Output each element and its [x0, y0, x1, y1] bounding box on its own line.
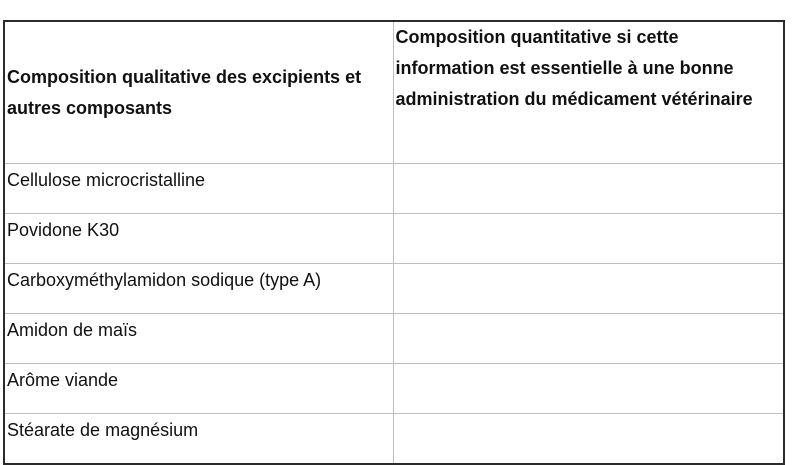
component-quantity-cell — [393, 414, 784, 465]
component-name-cell: Amidon de maïs — [4, 314, 393, 364]
table-row — [4, 264, 784, 314]
excipients-composition-table — [3, 20, 785, 465]
header-qualitative-composition: Composition qualitative des excipients et autres composants — [4, 21, 393, 164]
component-quantity-cell — [393, 264, 784, 314]
table-row — [4, 414, 784, 465]
composition-table-container — [3, 20, 785, 465]
header-quantitative-composition: Composition quantitative si cette information est essentielle à une bonne administration du médicament vétérinaire — [393, 21, 784, 164]
component-quantity-cell — [393, 314, 784, 364]
table-row — [4, 214, 784, 264]
table-header-row — [4, 21, 784, 164]
table-row — [4, 314, 784, 364]
component-name-cell: Stéarate de magnésium — [4, 414, 393, 465]
component-quantity-cell — [393, 164, 784, 214]
table-row — [4, 364, 784, 414]
component-name-cell: Carboxyméthylamidon sodique (type A) — [4, 264, 393, 314]
table-row — [4, 164, 784, 214]
component-quantity-cell — [393, 214, 784, 264]
component-name-cell: Arôme viande — [4, 364, 393, 414]
component-quantity-cell — [393, 364, 784, 414]
component-name-cell: Cellulose microcristalline — [4, 164, 393, 214]
component-name-cell: Povidone K30 — [4, 214, 393, 264]
